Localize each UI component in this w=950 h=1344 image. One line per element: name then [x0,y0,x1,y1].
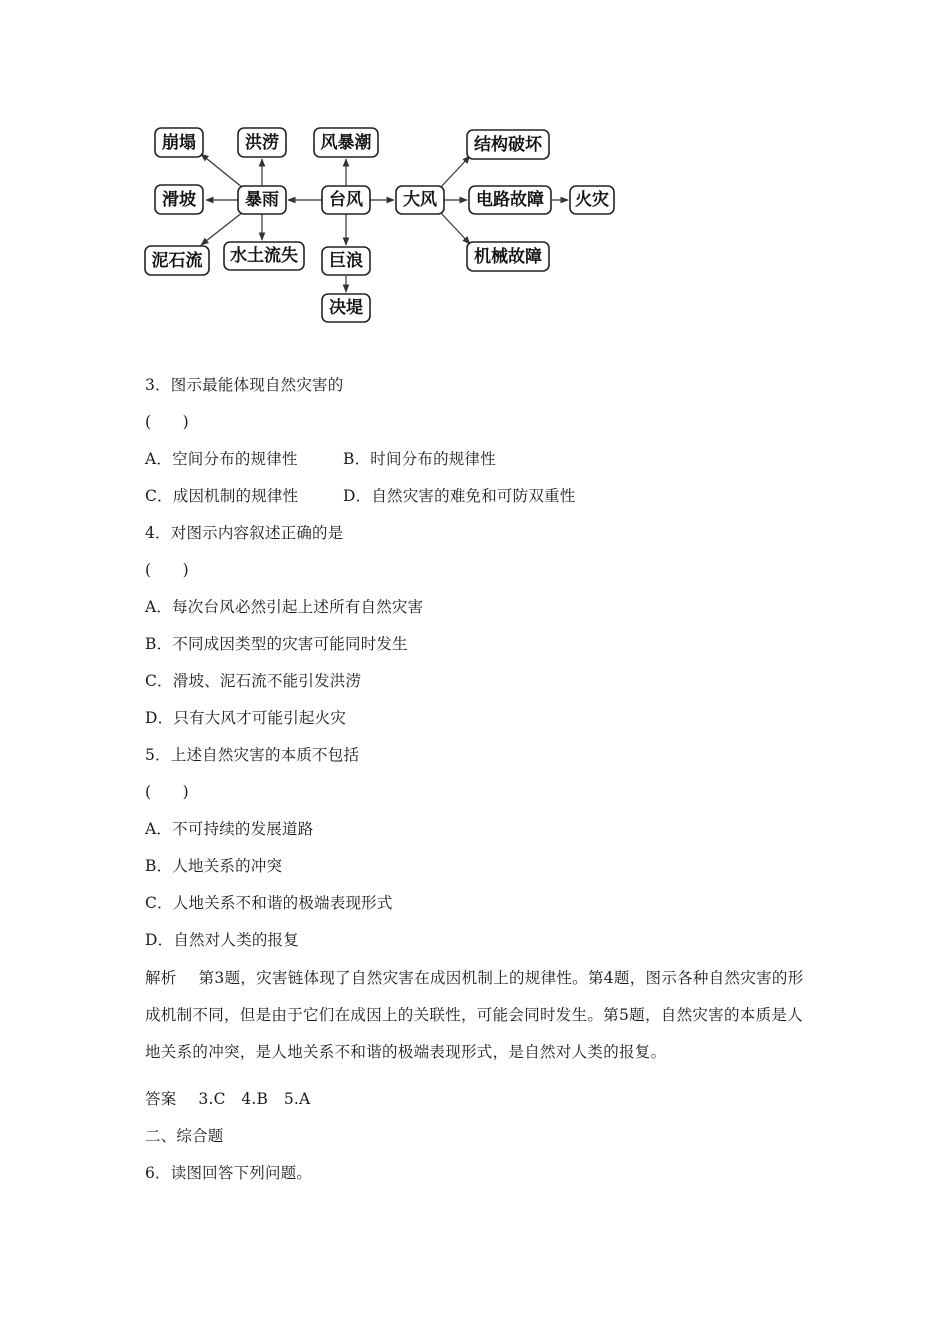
svg-text:泥石流: 泥石流 [151,251,203,271]
edge-dafeng-jiegou [440,156,470,188]
svg-text:台风: 台风 [329,190,363,210]
svg-text:风暴潮: 风暴潮 [320,133,372,153]
analysis-text: 第3题，灾害链体现了自然灾害在成因机制上的规律性。第4题，图示各种自然灾害的形成机制不同，但是由于它们在成因上的关联性，可能会同时发生。第5题，自然灾害的本质是人地关系的冲突，是人地关系不和谐的极端表现形式，是自然对人类的报复。 [145,969,804,1061]
analysis-label: 解析 [145,969,177,987]
q5-paren: ( ) [145,783,189,801]
svg-text:暴雨: 暴雨 [245,190,279,210]
node-baoyu [238,186,286,214]
q5-stem: 5．上述自然灾害的本质不包括 [145,746,360,764]
answer-text: 3.C 4.B 5.A [198,1090,311,1108]
analysis-paragraph [145,960,810,1071]
node-jiegou [467,130,549,159]
q6-stem: 6．读图回答下列问题。 [145,1164,313,1182]
svg-text:崩塌: 崩塌 [162,133,196,153]
q3-option-d: D．自然灾害的难免和可防双重性 [343,487,576,505]
node-dianlu [469,186,551,214]
node-taifeng [322,186,370,214]
q5-option-d: D．自然对人类的报复 [145,931,299,949]
svg-text:电路故障: 电路故障 [476,190,544,210]
svg-text:决堤: 决堤 [329,298,363,318]
q4-option-b: B．不同成因类型的灾害可能同时发生 [145,635,408,653]
q3-option-b: B．时间分布的规律性 [343,450,496,468]
q5-option-a: A．不可持续的发展道路 [145,820,314,838]
svg-text:巨浪: 巨浪 [329,251,363,271]
node-shuitu [224,242,304,270]
q3-paren: ( ) [145,413,189,431]
node-nishiliu [145,246,209,275]
q5-option-c: C．人地关系不和谐的极端表现形式 [145,894,393,912]
q4-option-c: C．滑坡、泥石流不能引发洪涝 [145,672,362,690]
node-dafeng [396,186,444,214]
node-bengta [155,128,203,157]
q3-stem: 3．图示最能体现自然灾害的 [145,376,344,394]
svg-text:水土流失: 水土流失 [230,246,298,266]
svg-text:滑坡: 滑坡 [162,190,196,210]
disaster-chain-diagram [0,0,950,340]
svg-text:洪涝: 洪涝 [245,133,279,153]
q3-option-a: A．空间分布的规律性 [145,450,298,468]
svg-text:火灾: 火灾 [575,190,609,210]
q3-options-ab [145,448,496,470]
q5-option-b: B．人地关系的冲突 [145,857,283,875]
q3-options-cd [145,485,575,507]
node-jixie [467,242,549,271]
section2-title: 二、综合题 [145,1127,224,1145]
edge-baoyu-nishiliu [201,212,243,245]
node-huozai [570,186,614,214]
svg-text:机械故障: 机械故障 [474,247,542,267]
q3-option-c: C．成因机制的规律性 [145,487,299,505]
q4-option-d: D．只有大风才可能引起火灾 [145,709,347,727]
edge-dafeng-jixie [440,212,470,244]
node-jueti [322,294,370,322]
q4-option-a: A．每次台风必然引起上述所有自然灾害 [145,598,424,616]
svg-text:结构破坏: 结构破坏 [474,135,542,155]
node-huapo [155,185,203,214]
q4-paren: ( ) [145,561,189,579]
svg-text:大风: 大风 [403,190,437,210]
answer-label: 答案 [145,1090,177,1108]
edge-baoyu-bengta [201,154,243,188]
node-honglao [238,128,286,157]
q4-stem: 4．对图示内容叙述正确的是 [145,524,344,542]
node-julang [322,247,370,275]
answer-line [145,1088,310,1110]
node-fengbaochao [314,128,378,157]
